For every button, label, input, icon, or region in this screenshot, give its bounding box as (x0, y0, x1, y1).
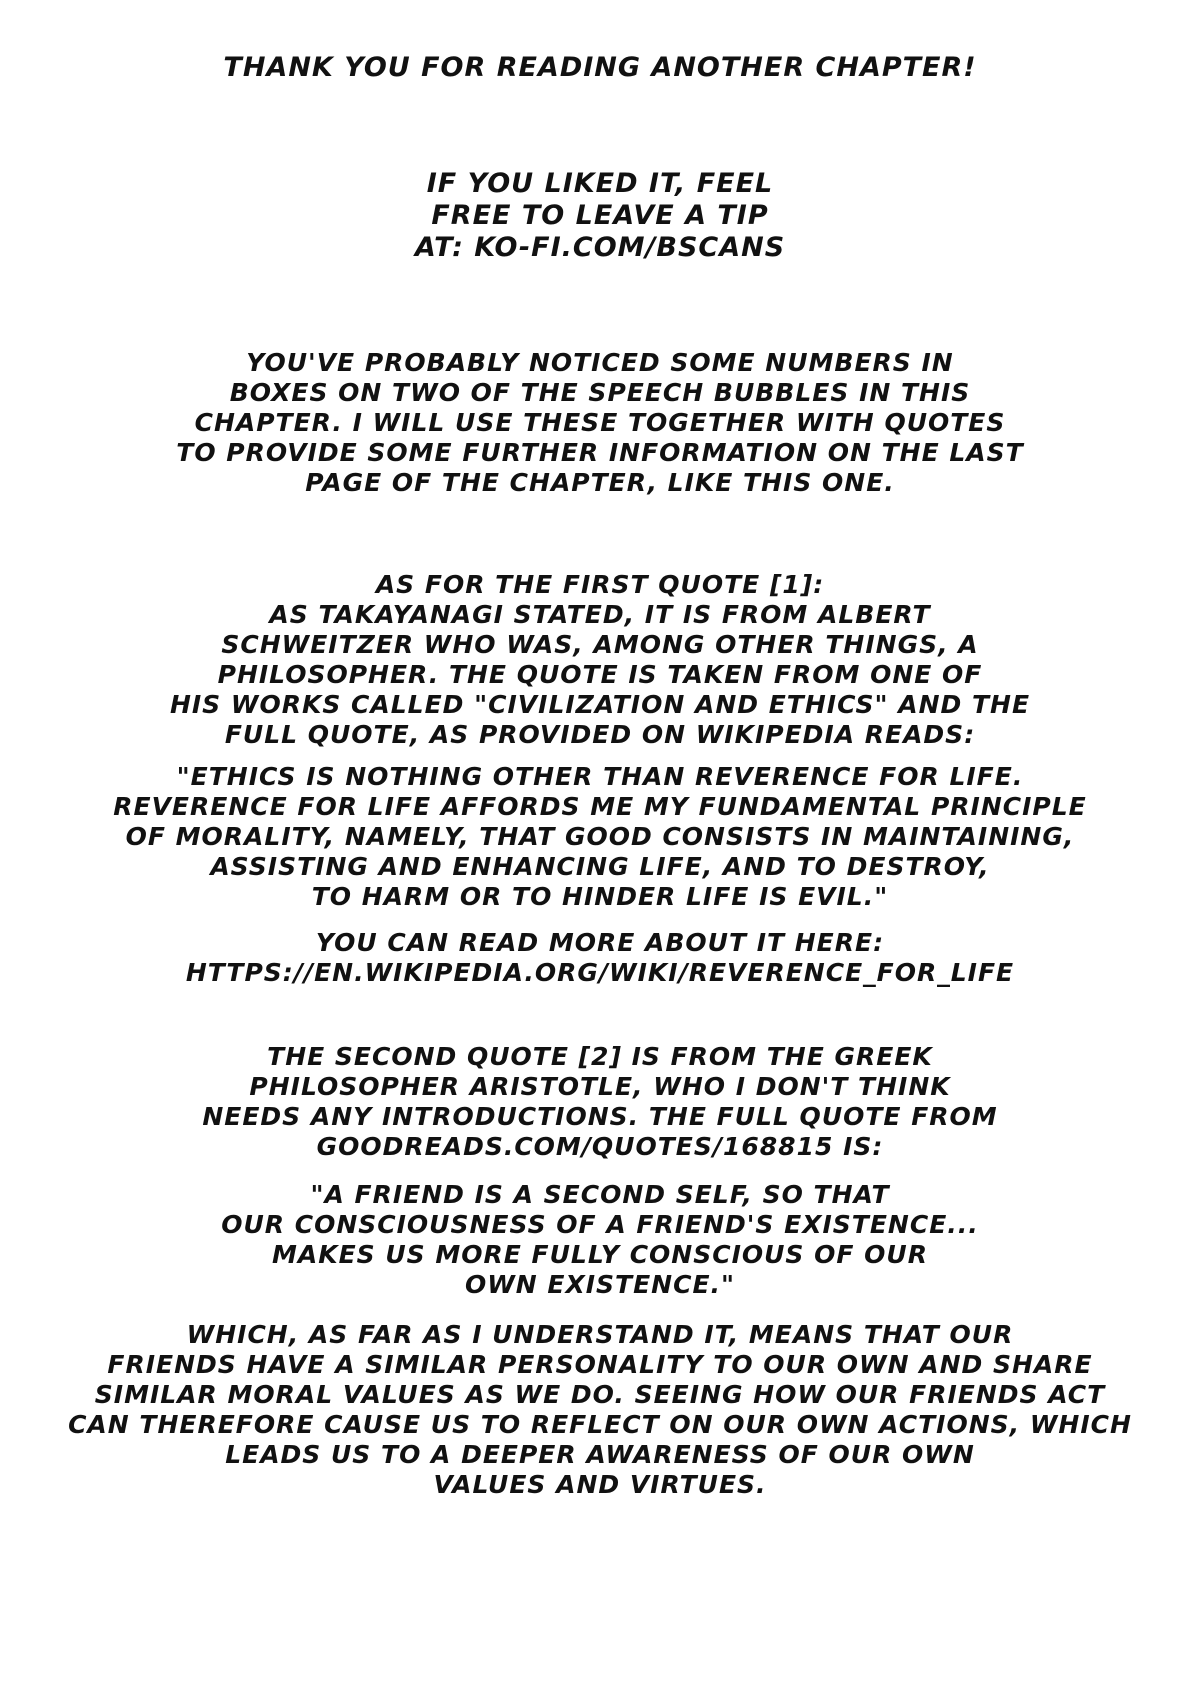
quote2-intro-line: THE SECOND QUOTE [2] IS FROM THE GREEK (267, 1042, 933, 1071)
intro-line: YOU'VE PROBABLY NOTICED SOME NUMBERS IN (246, 348, 954, 377)
quote2-intro-line: PHILOSOPHER ARISTOTLE, WHO I DON'T THINK (249, 1072, 951, 1101)
quote2-line: "A FRIEND IS A SECOND SELF, SO THAT (310, 1180, 890, 1209)
quote2-intro-line: GOODREADS.COM/QUOTES/168815 IS: (316, 1132, 884, 1161)
quote2-line: MAKES US MORE FULLY CONSCIOUS OF OUR (272, 1240, 928, 1269)
quote2-line: OUR CONSCIOUSNESS OF A FRIEND'S EXISTENCE... (221, 1210, 979, 1239)
quote1-intro-line: FULL QUOTE, AS PROVIDED ON WIKIPEDIA READS: (224, 720, 976, 749)
quote2-intro (60, 1042, 1140, 1162)
quote1-link (60, 928, 1140, 988)
quote1-link-line: YOU CAN READ MORE ABOUT IT HERE: (315, 928, 885, 957)
intro-paragraph (60, 348, 1140, 498)
quote1-intro-line: AS TAKAYANAGI STATED, IT IS FROM ALBERT (269, 600, 931, 629)
explanation-line: CAN THEREFORE CAUSE US TO REFLECT ON OUR OWN ACTIONS, WHICH (68, 1410, 1132, 1439)
wikipedia-link: HTTPS://EN.WIKIPEDIA.ORG/WIKI/REVERENCE_FOR_LIFE (185, 958, 1015, 987)
explanation-line: SIMILAR MORAL VALUES AS WE DO. SEEING HOW OUR FRIENDS ACT (94, 1380, 1106, 1409)
quote1-line: OF MORALITY, NAMELY, THAT GOOD CONSISTS IN MAINTAINING, (125, 822, 1075, 851)
quote1-intro-line: AS FOR THE FIRST QUOTE [1]: (375, 570, 825, 599)
quote1-line: "ETHICS IS NOTHING OTHER THAN REVERENCE FOR LIFE. (176, 762, 1024, 791)
thank-you-title (60, 52, 1140, 84)
tip-line: AT: KO-FI.COM/BSCANS (414, 232, 786, 263)
tip-line: FREE TO LEAVE A TIP (431, 200, 769, 231)
quote1-intro-line: HIS WORKS CALLED "CIVILIZATION AND ETHICS" AND THE (169, 690, 1031, 719)
quote1-intro-line: PHILOSOPHER. THE QUOTE IS TAKEN FROM ONE OF (217, 660, 983, 689)
quote1-intro (60, 570, 1140, 750)
quote1-line: REVERENCE FOR LIFE AFFORDS ME MY FUNDAMENTAL PRINCIPLE (113, 792, 1087, 821)
tip-line: IF YOU LIKED IT, FEEL (426, 168, 774, 199)
tip-section (60, 168, 1140, 264)
intro-line: CHAPTER. I WILL USE THESE TOGETHER WITH QUOTES (194, 408, 1006, 437)
intro-line: PAGE OF THE CHAPTER, LIKE THIS ONE. (305, 468, 895, 497)
quote1-line: ASSISTING AND ENHANCING LIFE, AND TO DESTROY, (210, 852, 990, 881)
quote2-intro-line: NEEDS ANY INTRODUCTIONS. THE FULL QUOTE FROM (202, 1102, 998, 1131)
quote1-text (60, 762, 1140, 912)
quote2-explanation (60, 1320, 1140, 1500)
quote1-intro-line: SCHWEITZER WHO WAS, AMONG OTHER THINGS, A (221, 630, 979, 659)
explanation-line: WHICH, AS FAR AS I UNDERSTAND IT, MEANS THAT OUR (186, 1320, 1014, 1349)
intro-line: TO PROVIDE SOME FURTHER INFORMATION ON THE LAST (176, 438, 1024, 467)
explanation-line: FRIENDS HAVE A SIMILAR PERSONALITY TO OUR OWN AND SHARE (107, 1350, 1093, 1379)
quote1-line: TO HARM OR TO HINDER LIFE IS EVIL." (311, 882, 889, 911)
thank-you-line: THANK YOU FOR READING ANOTHER CHAPTER! (223, 52, 977, 83)
quote2-line: OWN EXISTENCE." (464, 1270, 736, 1299)
explanation-line: VALUES AND VIRTUES. (433, 1470, 767, 1499)
quote2-text (60, 1180, 1140, 1300)
explanation-line: LEADS US TO A DEEPER AWARENESS OF OUR OWN (225, 1440, 975, 1469)
intro-line: BOXES ON TWO OF THE SPEECH BUBBLES IN THIS (229, 378, 971, 407)
